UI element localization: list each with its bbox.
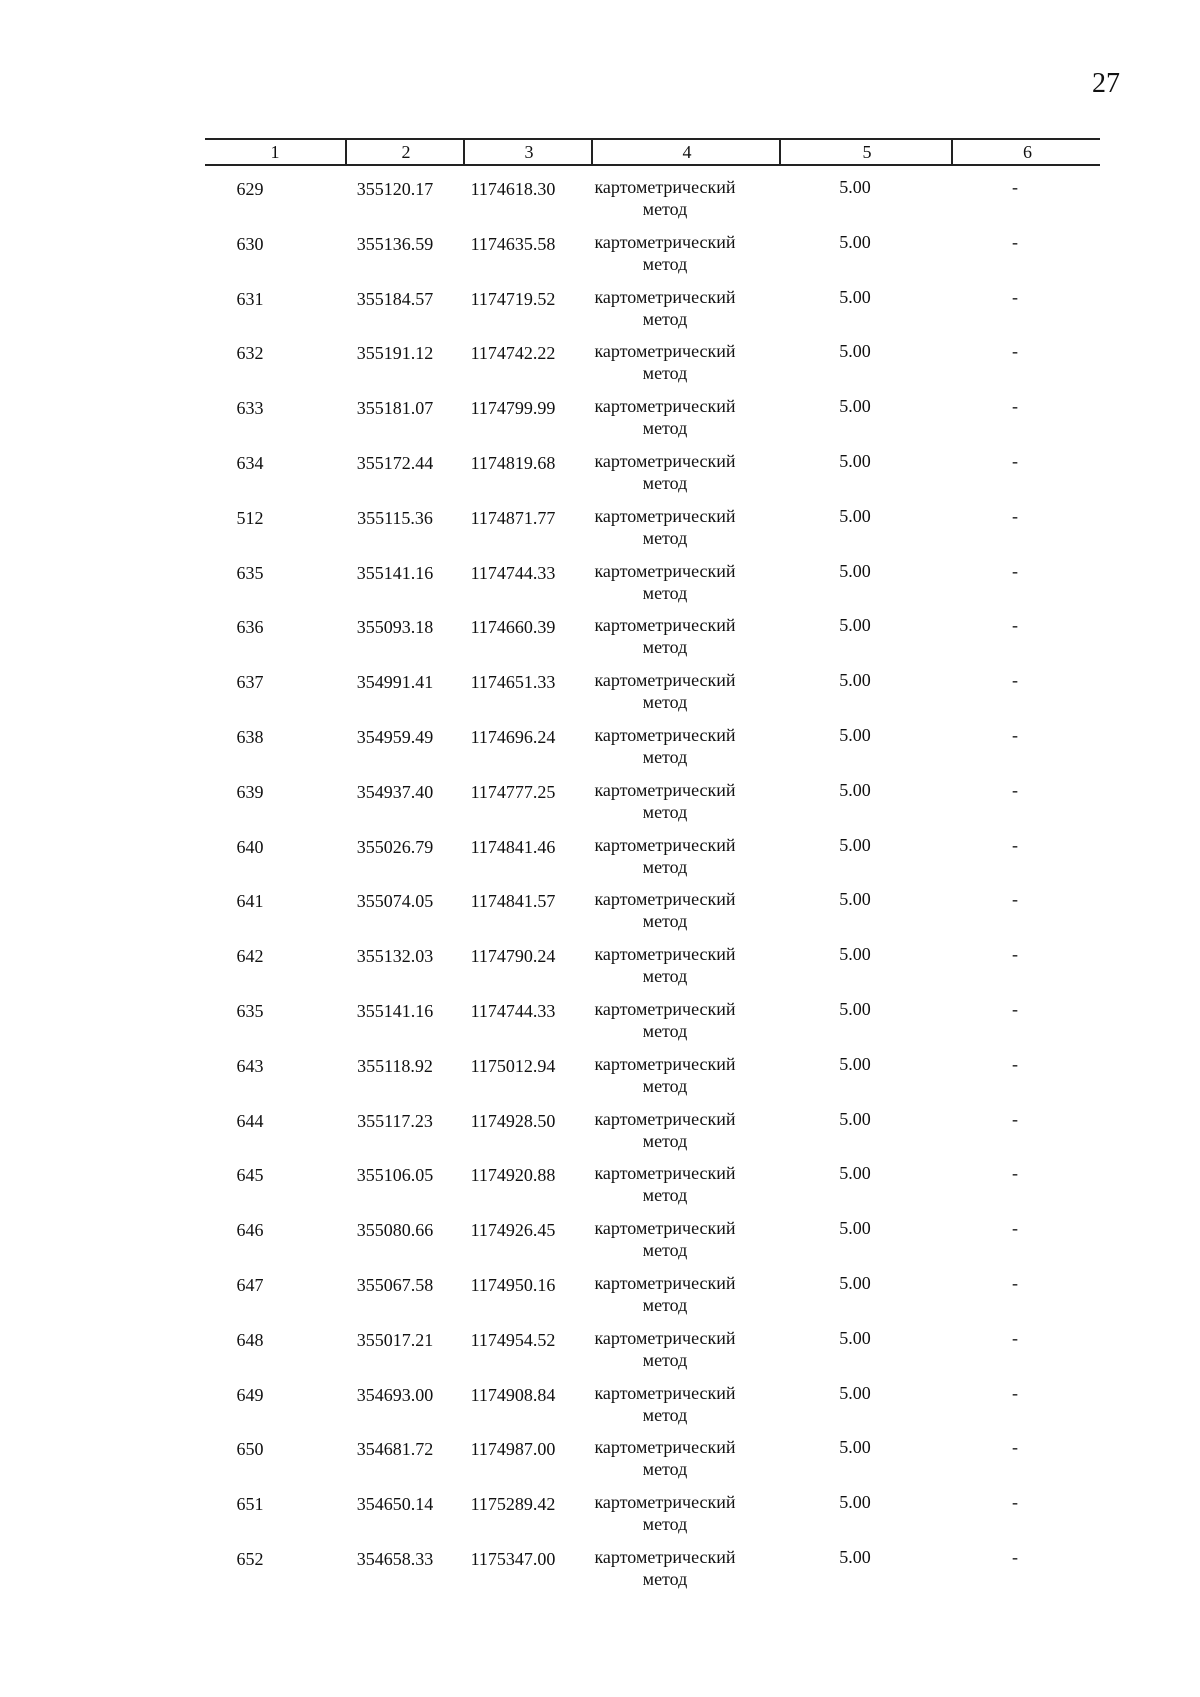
point-number-cell: 638 xyxy=(236,726,264,747)
note-cell: - xyxy=(1012,341,1018,362)
accuracy-cell: 5.00 xyxy=(839,396,871,417)
point-number-cell: 637 xyxy=(236,672,264,693)
table-row xyxy=(205,1215,1100,1270)
note-cell: - xyxy=(1012,1327,1018,1348)
table-row xyxy=(205,1489,1100,1544)
point-number-cell: 632 xyxy=(236,343,264,364)
point-number-cell: 650 xyxy=(236,1439,264,1460)
x-coordinate-cell: 355080.66 xyxy=(356,1220,434,1241)
table-body xyxy=(205,174,1100,1599)
x-coordinate-cell: 355093.18 xyxy=(356,617,434,638)
y-coordinate-cell: 1174744.33 xyxy=(470,562,556,583)
note-cell: - xyxy=(1012,889,1018,910)
page-number: 27 xyxy=(1092,68,1120,99)
x-coordinate-cell: 355184.57 xyxy=(356,288,434,309)
x-coordinate-cell: 354681.72 xyxy=(356,1439,434,1460)
y-coordinate-cell: 1175289.42 xyxy=(470,1494,556,1515)
table-row xyxy=(205,284,1100,339)
point-number-cell: 652 xyxy=(236,1548,264,1569)
accuracy-cell: 5.00 xyxy=(839,286,871,307)
accuracy-cell: 5.00 xyxy=(839,834,871,855)
y-coordinate-cell: 1174920.88 xyxy=(470,1165,556,1186)
method-cell: картометрический метод xyxy=(594,1492,736,1535)
table-row xyxy=(205,229,1100,284)
method-cell: картометрический метод xyxy=(594,560,736,603)
note-cell: - xyxy=(1012,286,1018,307)
y-coordinate-cell: 1174841.57 xyxy=(470,891,556,912)
x-coordinate-cell: 354937.40 xyxy=(356,781,434,802)
y-coordinate-cell: 1175347.00 xyxy=(470,1548,556,1569)
x-coordinate-cell: 355141.16 xyxy=(356,1000,434,1021)
x-coordinate-cell: 355118.92 xyxy=(357,1055,433,1076)
method-cell: картометрический метод xyxy=(594,779,736,822)
x-coordinate-cell: 354693.00 xyxy=(356,1384,434,1405)
note-cell: - xyxy=(1012,1492,1018,1513)
method-cell: картометрический метод xyxy=(594,286,736,329)
x-coordinate-cell: 355067.58 xyxy=(356,1274,434,1295)
accuracy-cell: 5.00 xyxy=(839,1382,871,1403)
table-row xyxy=(205,722,1100,777)
method-cell: картометрический метод xyxy=(594,1163,736,1206)
point-number-cell: 631 xyxy=(236,288,264,309)
point-number-cell: 512 xyxy=(236,507,264,528)
note-cell: - xyxy=(1012,998,1018,1019)
accuracy-cell: 5.00 xyxy=(839,779,871,800)
y-coordinate-cell: 1174819.68 xyxy=(470,452,556,473)
method-cell: картометрический метод xyxy=(594,1108,736,1151)
y-coordinate-cell: 1174871.77 xyxy=(470,507,556,528)
accuracy-cell: 5.00 xyxy=(839,1492,871,1513)
y-coordinate-cell: 1174651.33 xyxy=(470,672,556,693)
accuracy-cell: 5.00 xyxy=(839,889,871,910)
table-row xyxy=(205,1106,1100,1161)
point-number-cell: 640 xyxy=(236,836,264,857)
point-number-cell: 645 xyxy=(236,1165,264,1186)
accuracy-cell: 5.00 xyxy=(839,1218,871,1239)
note-cell: - xyxy=(1012,944,1018,965)
x-coordinate-cell: 355117.23 xyxy=(357,1110,433,1131)
x-coordinate-cell: 355106.05 xyxy=(356,1165,434,1186)
point-number-cell: 636 xyxy=(236,617,264,638)
accuracy-cell: 5.00 xyxy=(839,615,871,636)
note-cell: - xyxy=(1012,505,1018,526)
table-row xyxy=(205,612,1100,667)
y-coordinate-cell: 1174926.45 xyxy=(470,1220,556,1241)
y-coordinate-cell: 1174719.52 xyxy=(470,288,556,309)
note-cell: - xyxy=(1012,1108,1018,1129)
method-cell: картометрический метод xyxy=(594,615,736,658)
x-coordinate-cell: 355115.36 xyxy=(357,507,433,528)
note-cell: - xyxy=(1012,1163,1018,1184)
point-number-cell: 648 xyxy=(236,1329,264,1350)
coordinates-table xyxy=(205,138,1100,1589)
accuracy-cell: 5.00 xyxy=(839,1053,871,1074)
table-row xyxy=(205,1434,1100,1489)
table-row xyxy=(205,777,1100,832)
note-cell: - xyxy=(1012,834,1018,855)
x-coordinate-cell: 355026.79 xyxy=(356,836,434,857)
point-number-cell: 641 xyxy=(236,891,264,912)
y-coordinate-cell: 1174928.50 xyxy=(470,1110,556,1131)
point-number-cell: 646 xyxy=(236,1220,264,1241)
x-coordinate-cell: 355017.21 xyxy=(356,1329,434,1350)
y-coordinate-cell: 1175012.94 xyxy=(470,1055,556,1076)
point-number-cell: 643 xyxy=(236,1055,264,1076)
point-number-cell: 639 xyxy=(236,781,264,802)
y-coordinate-cell: 1174635.58 xyxy=(470,233,556,254)
method-cell: картометрический метод xyxy=(594,505,736,548)
method-cell: картометрический метод xyxy=(594,724,736,767)
column-header-1: 1 xyxy=(270,142,280,162)
note-cell: - xyxy=(1012,615,1018,636)
x-coordinate-cell: 354658.33 xyxy=(356,1548,434,1569)
accuracy-cell: 5.00 xyxy=(839,1327,871,1348)
method-cell: картометрический метод xyxy=(594,177,736,219)
y-coordinate-cell: 1174742.22 xyxy=(470,343,556,364)
y-coordinate-cell: 1174908.84 xyxy=(470,1384,556,1405)
method-cell: картометрический метод xyxy=(594,1053,736,1096)
column-header-4: 4 xyxy=(591,140,781,164)
method-cell: картометрический метод xyxy=(594,341,736,384)
table-row xyxy=(205,1380,1100,1435)
table-row xyxy=(205,886,1100,941)
point-number-cell: 642 xyxy=(236,946,264,967)
point-number-cell: 647 xyxy=(236,1274,264,1295)
point-number-cell: 644 xyxy=(236,1110,264,1131)
table-row xyxy=(205,1270,1100,1325)
note-cell: - xyxy=(1012,1437,1018,1458)
accuracy-cell: 5.00 xyxy=(839,231,871,252)
method-cell: картометрический метод xyxy=(594,889,736,932)
table-row xyxy=(205,996,1100,1051)
x-coordinate-cell: 354650.14 xyxy=(356,1494,434,1515)
method-cell: картометрический метод xyxy=(594,944,736,987)
note-cell: - xyxy=(1012,450,1018,471)
table-row xyxy=(205,393,1100,448)
method-cell: картометрический метод xyxy=(594,834,736,877)
accuracy-cell: 5.00 xyxy=(839,944,871,965)
table-row xyxy=(205,558,1100,613)
note-cell: - xyxy=(1012,1218,1018,1239)
x-coordinate-cell: 355181.07 xyxy=(356,398,434,419)
point-number-cell: 649 xyxy=(236,1384,264,1405)
y-coordinate-cell: 1174777.25 xyxy=(470,781,556,802)
method-cell: картометрический метод xyxy=(594,1437,736,1480)
table-row xyxy=(205,832,1100,887)
x-coordinate-cell: 355136.59 xyxy=(356,233,434,254)
table-row xyxy=(205,174,1100,229)
accuracy-cell: 5.00 xyxy=(839,1437,871,1458)
table-row xyxy=(205,1160,1100,1215)
y-coordinate-cell: 1174696.24 xyxy=(470,726,556,747)
note-cell: - xyxy=(1012,724,1018,745)
note-cell: - xyxy=(1012,231,1018,252)
y-coordinate-cell: 1174841.46 xyxy=(470,836,556,857)
table-header-row xyxy=(205,138,1100,166)
point-number-cell: 634 xyxy=(236,452,264,473)
table-row xyxy=(205,503,1100,558)
accuracy-cell: 5.00 xyxy=(839,1108,871,1129)
accuracy-cell: 5.00 xyxy=(839,450,871,471)
point-number-cell: 629 xyxy=(236,179,264,199)
y-coordinate-cell: 1174954.52 xyxy=(470,1329,556,1350)
x-coordinate-cell: 355191.12 xyxy=(356,343,434,364)
table-row xyxy=(205,448,1100,503)
note-cell: - xyxy=(1012,177,1018,197)
table-row xyxy=(205,1325,1100,1380)
method-cell: картометрический метод xyxy=(594,231,736,274)
y-coordinate-cell: 1174744.33 xyxy=(470,1000,556,1021)
column-header-3: 3 xyxy=(463,140,593,164)
point-number-cell: 633 xyxy=(236,398,264,419)
note-cell: - xyxy=(1012,560,1018,581)
method-cell: картометрический метод xyxy=(594,396,736,439)
x-coordinate-cell: 354991.41 xyxy=(356,672,434,693)
accuracy-cell: 5.00 xyxy=(839,560,871,581)
table-row xyxy=(205,1051,1100,1106)
column-header-5: 5 xyxy=(779,140,953,164)
table-row xyxy=(205,667,1100,722)
note-cell: - xyxy=(1012,1546,1018,1567)
method-cell: картометрический метод xyxy=(594,450,736,493)
accuracy-cell: 5.00 xyxy=(839,724,871,745)
y-coordinate-cell: 1174660.39 xyxy=(470,617,556,638)
point-number-cell: 651 xyxy=(236,1494,264,1515)
accuracy-cell: 5.00 xyxy=(839,670,871,691)
y-coordinate-cell: 1174618.30 xyxy=(470,179,556,199)
accuracy-cell: 5.00 xyxy=(839,341,871,362)
note-cell: - xyxy=(1012,396,1018,417)
y-coordinate-cell: 1174799.99 xyxy=(470,398,556,419)
method-cell: картометрический метод xyxy=(594,670,736,713)
accuracy-cell: 5.00 xyxy=(839,998,871,1019)
note-cell: - xyxy=(1012,1382,1018,1403)
point-number-cell: 630 xyxy=(236,233,264,254)
x-coordinate-cell: 355074.05 xyxy=(356,891,434,912)
accuracy-cell: 5.00 xyxy=(839,1546,871,1567)
x-coordinate-cell: 355172.44 xyxy=(356,452,434,473)
x-coordinate-cell: 354959.49 xyxy=(356,726,434,747)
method-cell: картометрический метод xyxy=(594,1327,736,1370)
x-coordinate-cell: 355132.03 xyxy=(356,946,434,967)
method-cell: картометрический метод xyxy=(594,1218,736,1261)
note-cell: - xyxy=(1012,670,1018,691)
note-cell: - xyxy=(1012,779,1018,800)
accuracy-cell: 5.00 xyxy=(839,1163,871,1184)
y-coordinate-cell: 1174790.24 xyxy=(470,946,556,967)
column-header-6: 6 xyxy=(951,140,1102,164)
y-coordinate-cell: 1174987.00 xyxy=(470,1439,556,1460)
table-row xyxy=(205,1544,1100,1599)
table-row xyxy=(205,941,1100,996)
column-header-2: 2 xyxy=(345,140,465,164)
x-coordinate-cell: 355120.17 xyxy=(356,179,434,199)
accuracy-cell: 5.00 xyxy=(839,177,871,197)
method-cell: картометрический метод xyxy=(594,1272,736,1315)
y-coordinate-cell: 1174950.16 xyxy=(470,1274,556,1295)
point-number-cell: 635 xyxy=(236,1000,264,1021)
point-number-cell: 635 xyxy=(236,562,264,583)
note-cell: - xyxy=(1012,1272,1018,1293)
method-cell: картометрический метод xyxy=(594,1546,736,1589)
table-row xyxy=(205,338,1100,393)
method-cell: картометрический метод xyxy=(594,998,736,1041)
method-cell: картометрический метод xyxy=(594,1382,736,1425)
x-coordinate-cell: 355141.16 xyxy=(356,562,434,583)
accuracy-cell: 5.00 xyxy=(839,1272,871,1293)
accuracy-cell: 5.00 xyxy=(839,505,871,526)
note-cell: - xyxy=(1012,1053,1018,1074)
